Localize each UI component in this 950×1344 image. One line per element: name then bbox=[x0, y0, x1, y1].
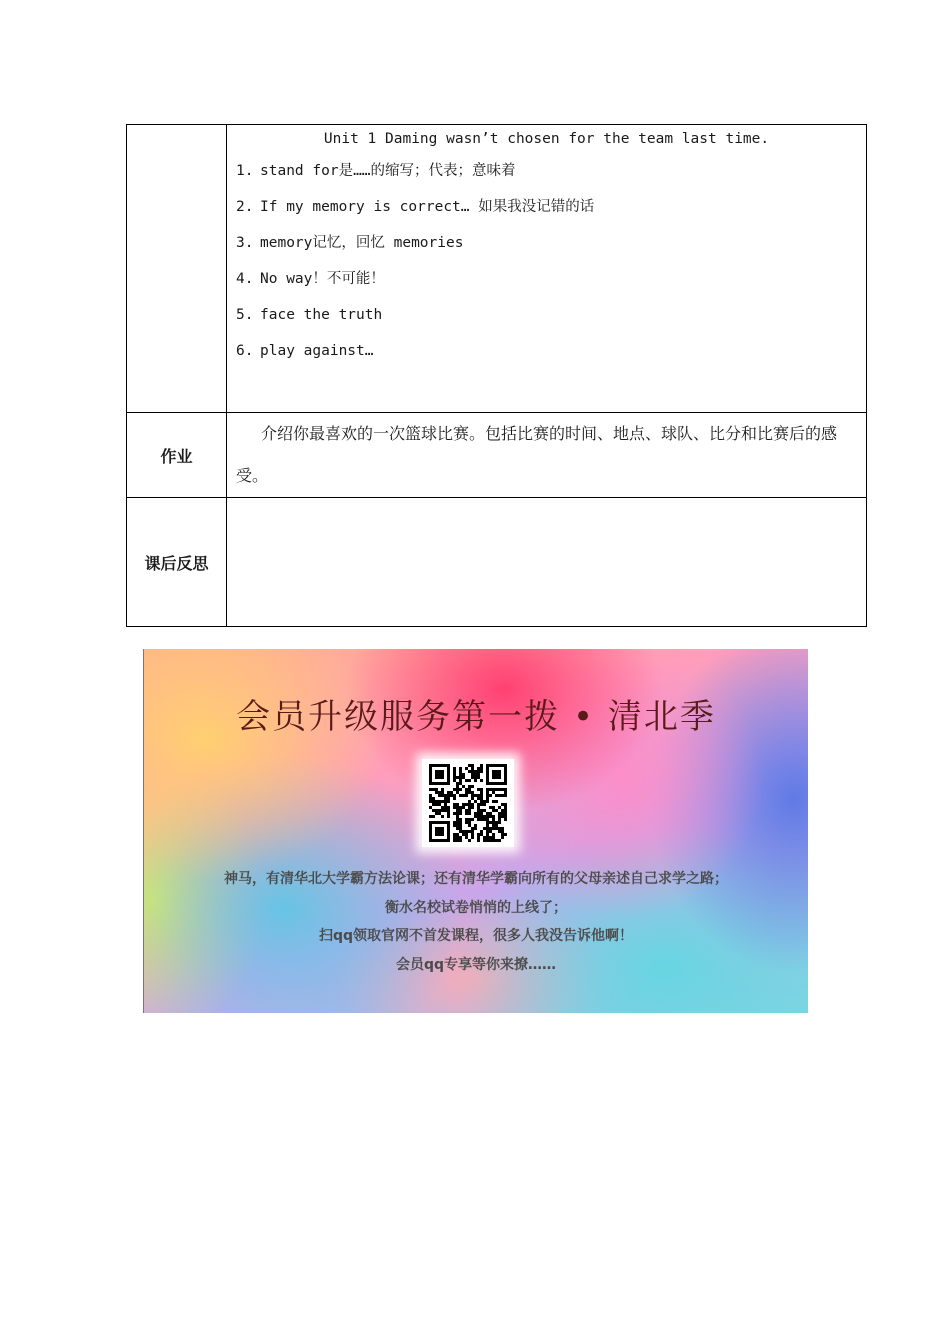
content-cell bbox=[227, 125, 867, 413]
homework-row bbox=[127, 413, 867, 498]
unit-title: Unit 1 Daming wasn’t chosen for the team last time. bbox=[323, 131, 770, 147]
list-item: 6. play against… bbox=[236, 343, 374, 359]
list-item: 2. If my memory is correct… 如果我没记错的话 bbox=[236, 199, 595, 215]
promo-banner bbox=[143, 649, 808, 1013]
empty-label-cell bbox=[127, 125, 227, 413]
qr-code-icon bbox=[429, 764, 507, 842]
homework-cell bbox=[227, 413, 867, 498]
reflection-cell bbox=[227, 498, 867, 627]
qr-code-image bbox=[422, 759, 514, 847]
reflection-row bbox=[127, 498, 867, 627]
list-item: 1. stand for是……的缩写；代表；意味着 bbox=[236, 163, 516, 179]
promo-line: 神马，有清华北大学霸方法论课；还有清华学霸向所有的父母亲述自己求学之路； bbox=[224, 871, 728, 887]
list-item: 3. memory记忆，回忆 memories bbox=[236, 235, 464, 251]
promo-line: 扫qq领取官网不首发课程，很多人我没告诉他啊！ bbox=[318, 928, 634, 944]
list-item: 4. No way！不可能！ bbox=[236, 271, 385, 287]
promo-line: 衡水名校试卷悄悄的上线了； bbox=[385, 899, 567, 916]
promo-line: 会员qq专享等你来撩…… bbox=[395, 956, 557, 973]
reflection-label: 课后反思 bbox=[127, 498, 227, 627]
homework-label: 作业 bbox=[127, 413, 227, 498]
key-points-list bbox=[227, 153, 866, 369]
homework-text: 介绍你最喜欢的一次篮球比赛。包括比赛的时间、地点、球队、比分和比赛后的感受。 bbox=[236, 424, 838, 485]
promo-text bbox=[144, 865, 808, 979]
promo-title: 会员升级服务第一拨 • 清北季 bbox=[236, 697, 716, 737]
content-row bbox=[127, 125, 867, 413]
lesson-plan-table bbox=[126, 124, 867, 627]
list-item: 5. face the truth bbox=[236, 307, 383, 323]
